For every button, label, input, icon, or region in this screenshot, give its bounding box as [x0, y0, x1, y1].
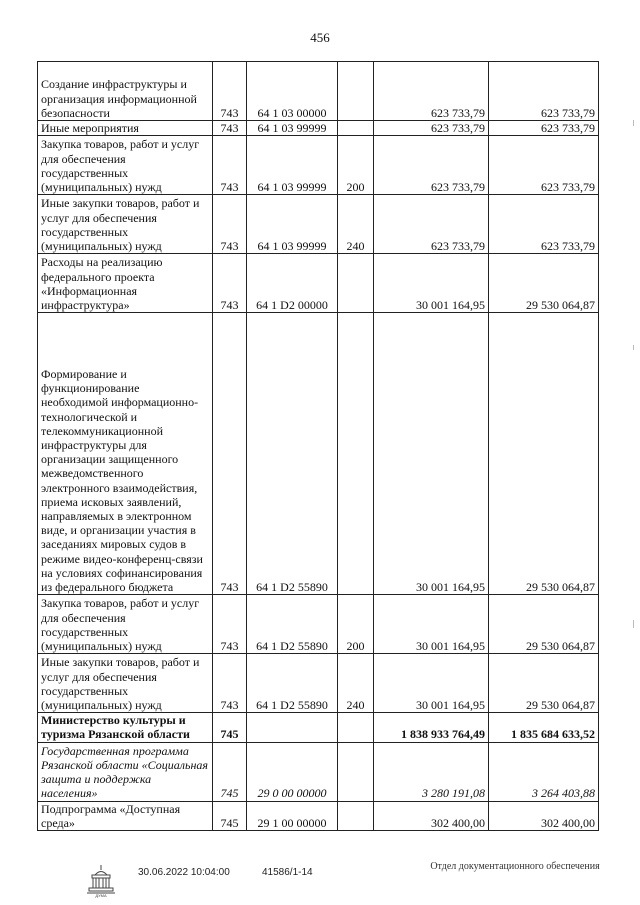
- row-name: Подпрограмма «Доступная среда»: [38, 801, 213, 830]
- row-sum-1: 30 001 164,95: [374, 595, 489, 654]
- row-sum-2: 623 733,79: [489, 62, 599, 121]
- row-sum-1: 30 001 164,95: [374, 254, 489, 313]
- row-vr: 240: [338, 654, 374, 713]
- row-csr: 64 1 D2 00000: [247, 254, 338, 313]
- row-sum-1: 623 733,79: [374, 195, 489, 254]
- row-name: Иные закупки товаров, работ и услуг для обеспечения государственных (муниципальных) нужд: [38, 195, 213, 254]
- row-vr: [338, 313, 374, 595]
- row-name: Расходы на реализацию федерального проекта «Информационная инфраструктура»: [38, 254, 213, 313]
- table-row: [38, 654, 599, 713]
- row-csr: 29 1 00 00000: [247, 801, 338, 830]
- row-sum-2: 302 400,00: [489, 801, 599, 830]
- row-sum-2: 29 530 064,87: [489, 654, 599, 713]
- svg-text:ДУМА: ДУМА: [95, 893, 107, 898]
- row-vr: [338, 801, 374, 830]
- row-name: Создание инфраструктуры и организация информационной безопасности: [38, 62, 213, 121]
- row-sum-1: 30 001 164,95: [374, 313, 489, 595]
- row-sum-2: 29 530 064,87: [489, 595, 599, 654]
- row-ved: 745: [213, 742, 247, 801]
- row-csr: 64 1 03 99999: [247, 136, 338, 195]
- row-name: Иные мероприятия: [38, 121, 213, 136]
- row-sum-2: 29 530 064,87: [489, 254, 599, 313]
- row-sum-1: 623 733,79: [374, 121, 489, 136]
- row-name: Формирование и функционирование необходимой информационно-технологической и телекоммуникационной инфраструктуры для организации защищенного межведомственного электронного взаимодействия, приема исковых заявлений, направляемых в электронном виде, и организации участия в заседаниях мировых судов в режиме видео-конференц-связи на условиях софинансирования из федерального бюджета: [38, 313, 213, 595]
- row-ved: 743: [213, 254, 247, 313]
- row-ved: 743: [213, 654, 247, 713]
- table-row: [38, 713, 599, 742]
- row-vr: [338, 713, 374, 742]
- document-footer: [0, 862, 640, 902]
- row-ved: 745: [213, 801, 247, 830]
- row-sum-2: 3 264 403,88: [489, 742, 599, 801]
- scan-edge-mark: [633, 120, 634, 126]
- table-row: [38, 136, 599, 195]
- row-vr: 240: [338, 195, 374, 254]
- row-ved: 743: [213, 595, 247, 654]
- row-sum-2: 1 835 684 633,52: [489, 713, 599, 742]
- table-row: [38, 62, 599, 121]
- row-vr: 200: [338, 136, 374, 195]
- table-row: [38, 595, 599, 654]
- row-ved: 743: [213, 195, 247, 254]
- row-vr: [338, 742, 374, 801]
- table-row: [38, 254, 599, 313]
- row-vr: [338, 62, 374, 121]
- row-name: Государственная программа Рязанской области «Социальная защита и поддержка населения»: [38, 742, 213, 801]
- table-row: [38, 313, 599, 595]
- row-csr: 64 1 03 99999: [247, 121, 338, 136]
- row-sum-2: 623 733,79: [489, 121, 599, 136]
- row-sum-1: 302 400,00: [374, 801, 489, 830]
- row-sum-2: 623 733,79: [489, 195, 599, 254]
- footer-datetime: 30.06.2022 10:04:00: [138, 867, 230, 878]
- row-sum-2: 29 530 064,87: [489, 313, 599, 595]
- footer-doc-number: 41586/1-14: [262, 867, 313, 878]
- table-row: [38, 121, 599, 136]
- row-sum-1: 30 001 164,95: [374, 654, 489, 713]
- row-csr: [247, 713, 338, 742]
- row-vr: 200: [338, 595, 374, 654]
- row-sum-1: 1 838 933 764,49: [374, 713, 489, 742]
- row-csr: 64 1 D2 55890: [247, 313, 338, 595]
- table-row: [38, 801, 599, 830]
- row-ved: 743: [213, 136, 247, 195]
- row-name: Министерство культуры и туризма Рязанской области: [38, 713, 213, 742]
- row-sum-2: 623 733,79: [489, 136, 599, 195]
- budget-table: [37, 61, 599, 831]
- row-ved: 743: [213, 121, 247, 136]
- scan-edge-mark: [633, 345, 634, 350]
- row-csr: 64 1 03 00000: [247, 62, 338, 121]
- row-sum-1: 3 280 191,08: [374, 742, 489, 801]
- page-number: 456: [310, 30, 330, 45]
- row-csr: 64 1 D2 55890: [247, 654, 338, 713]
- row-ved: 743: [213, 62, 247, 121]
- row-sum-1: 623 733,79: [374, 136, 489, 195]
- table-row: [38, 742, 599, 801]
- row-csr: 29 0 00 00000: [247, 742, 338, 801]
- row-ved: 743: [213, 313, 247, 595]
- row-csr: 64 1 03 99999: [247, 195, 338, 254]
- row-sum-1: 623 733,79: [374, 62, 489, 121]
- row-name: Закупка товаров, работ и услуг для обеспечения государственных (муниципальных) нужд: [38, 595, 213, 654]
- scan-edge-mark: [633, 620, 634, 628]
- row-vr: [338, 254, 374, 313]
- row-vr: [338, 121, 374, 136]
- footer-department: Отдел документационного обеспечения: [430, 861, 600, 872]
- row-name: Закупка товаров, работ и услуг для обеспечения государственных (муниципальных) нужд: [38, 136, 213, 195]
- row-ved: 745: [213, 713, 247, 742]
- row-name: Иные закупки товаров, работ и услуг для обеспечения государственных (муниципальных) нужд: [38, 654, 213, 713]
- duma-logo-icon: [84, 862, 118, 898]
- table-row: [38, 195, 599, 254]
- row-csr: 64 1 D2 55890: [247, 595, 338, 654]
